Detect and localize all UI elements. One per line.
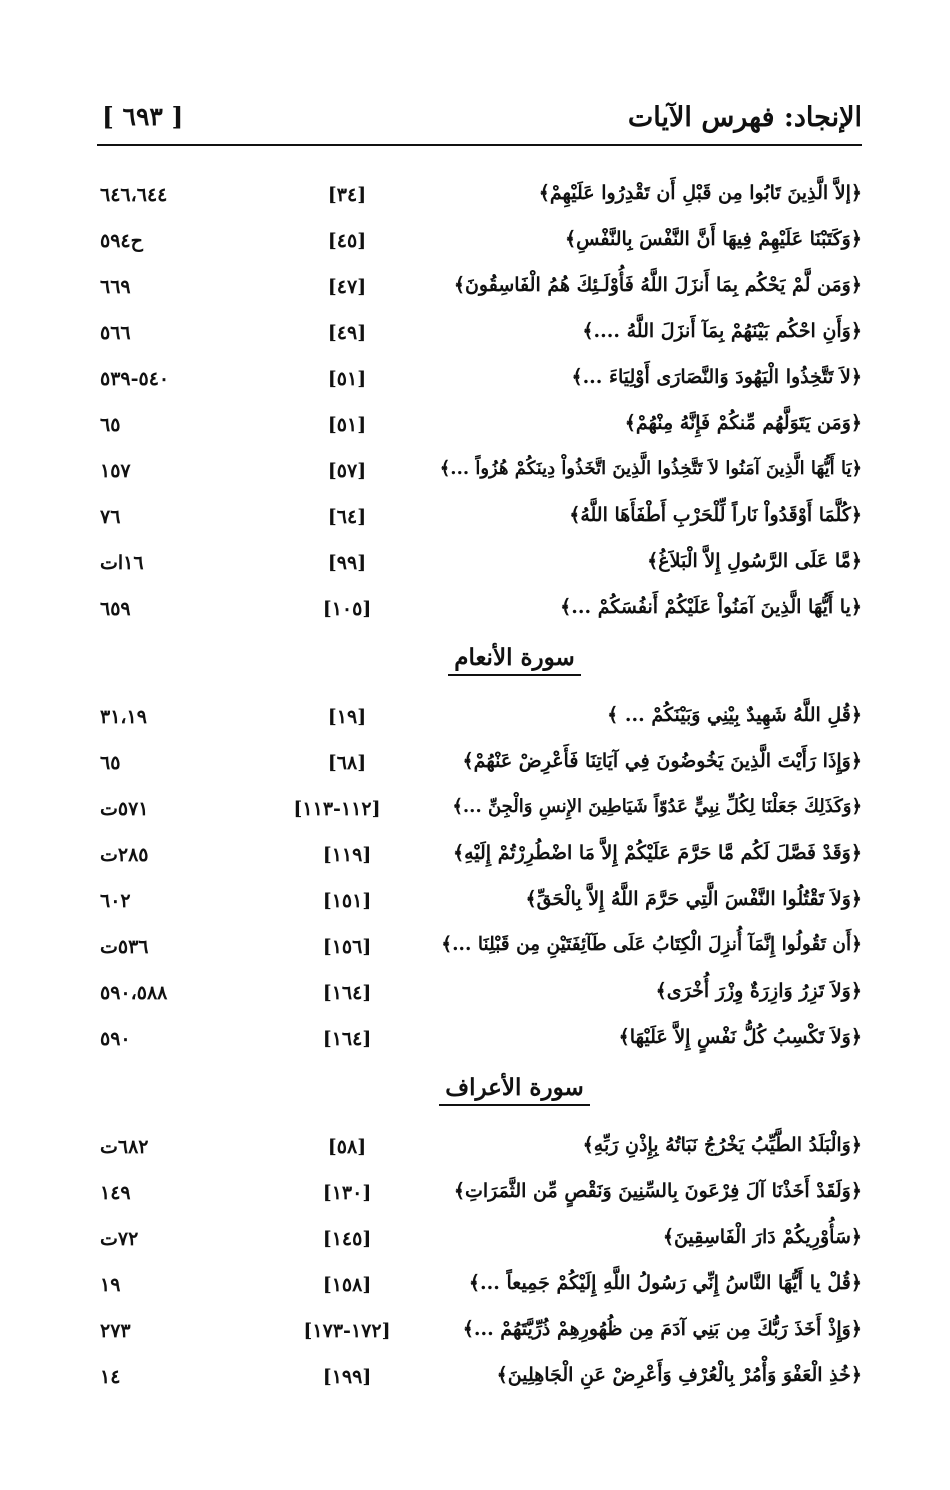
- page-header: [97, 98, 862, 146]
- page-references: ٦٨٢ت: [100, 1136, 149, 1158]
- verse-text: ﴿أَن تَقُولُوا إِنَّمَآ أُنزِلَ الْكِتَابُ عَلَى طَآئِفَتَيْنِ مِن قَبْلِنَا ...﴾: [441, 934, 862, 955]
- verse-reference: [٦٤]: [327, 506, 367, 528]
- index-row: [97, 312, 862, 358]
- index-row: [97, 174, 862, 220]
- verse-reference: [٥١]: [327, 414, 367, 436]
- page-references: ٢٧٣: [100, 1320, 131, 1342]
- verse-reference: [٤٩]: [327, 322, 367, 344]
- page-references: ٦٥: [100, 414, 121, 436]
- verse-text: ﴿وَكَتَبْنَا عَلَيْهِمْ فِيهَا أَنَّ النَّفْسَ بِالنَّفْسِ﴾: [565, 228, 862, 250]
- verse-text: ﴿وَلاَ تَكْسِبُ كُلُّ نَفْسٍ إِلاَّ عَلَيْهَا﴾: [618, 1026, 862, 1048]
- verse-text: ﴿وَإِذَا رَأَيْتَ الَّذِينَ يَخُوضُونَ فِي آيَاتِنَا فَأَعْرِضْ عَنْهُمْ﴾: [462, 750, 862, 772]
- page-references: ٥٤٠-٥٣٩: [100, 368, 170, 390]
- index-row: [97, 1356, 862, 1402]
- verse-text: ﴿خُذِ الْعَفْوَ وَأْمُرْ بِالْعُرْفِ وَأَعْرِضْ عَنِ الْجَاهِلِينَ﴾: [496, 1364, 862, 1386]
- index-row: [97, 880, 862, 926]
- index-row: [97, 834, 862, 880]
- page-references: ١٥٧: [100, 460, 131, 482]
- verse-reference: [١٥٨]: [322, 1274, 372, 1296]
- page-references: ٦٤٦،٦٤٤: [100, 184, 168, 206]
- page-references: ٥٩٠،٥٨٨: [100, 982, 168, 1004]
- verse-text: ﴿وَإِذْ أَخَذَ رَبُّكَ مِن بَنِي آدَمَ مِن ظُهُورِهِمْ ذُرِّيَّتَهُمْ ...﴾: [462, 1318, 862, 1340]
- index-row: [97, 1172, 862, 1218]
- verse-text: ﴿وَلَقَدْ أَخَذْنَا آلَ فِرْعَونَ بِالسِّنِينَ وَنَقْصٍ مِّن الثَّمَرَاتِ﴾: [453, 1180, 862, 1202]
- page-references: ٦٥٩: [100, 598, 131, 620]
- page-references: ١٦ات: [100, 552, 144, 574]
- index-row: [97, 450, 862, 496]
- verse-text: ﴿يَا أَيُّهَا الَّذِينَ آمَنُوا لاَ تَتَّخِذُوا الَّذِينَ اتَّخَذُواْ دِينَكُمْ هُزُواً ...﴾: [439, 458, 862, 479]
- verse-reference: [١٧٢-١٧٣]: [303, 1320, 391, 1342]
- verse-text: ﴿وَلاَ تَقْتُلُوا النَّفْسَ الَّتِي حَرَّمَ اللَّهُ إِلاَّ بِالْحَقِّ﴾: [525, 888, 862, 910]
- page-references: ٧٢ت: [100, 1228, 139, 1250]
- verse-reference: [١١٢-١١٣]: [293, 798, 381, 820]
- page-references: ح٥٩٤: [100, 230, 143, 252]
- verse-text: ﴿قُلْ يا أَيُّهَا النَّاسُ إِنِّي رَسُولُ اللَّهِ إِلَيْكُمْ جَمِيعاً ...﴾: [468, 1272, 862, 1294]
- verse-text: ﴿يا أَيُّهَا الَّذِينَ آمَنُواْ عَلَيْكُمْ أَنفُسَكُمْ ...﴾: [560, 596, 862, 618]
- index-row: [97, 542, 862, 588]
- verse-reference: [٤٧]: [327, 276, 367, 298]
- page-references: ٥٣٦ت: [100, 936, 149, 958]
- verse-text: ﴿وَكَذَلِكَ جَعَلْنَا لِكُلِّ نِبِيٍّ عَدُوّاً شَيَاطِينَ الإِنسِ وَالْجِنِّ ...﴾: [452, 796, 862, 817]
- verse-text: ﴿وَقَدْ فَصَّلَ لَكُم مَّا حَرَّمَ عَلَيْكُمْ إِلاَّ مَا اضْطُرِرْتُمْ إِلَيْهِ﴾: [452, 842, 862, 864]
- page-references: ٣١،١٩: [100, 706, 147, 728]
- page-references: ١٤٩: [100, 1182, 131, 1204]
- index-row: [97, 1310, 862, 1356]
- page-references: ١٤: [100, 1366, 121, 1388]
- verse-reference: [١٥٦]: [322, 936, 372, 958]
- page-references: ٧٦: [100, 506, 121, 528]
- index-row: [97, 1218, 862, 1264]
- verse-text: ﴿قُلِ اللَّهُ شَهِيدٌ بِيْنِي وَبَيْنَكُمْ ... ﴾: [607, 704, 862, 726]
- page-references: ٦٥: [100, 752, 121, 774]
- verse-index: [97, 174, 862, 1402]
- verse-text: ﴿مَّا عَلَى الرَّسُولِ إِلاَّ الْبَلاَغُ﴾: [647, 550, 862, 572]
- verse-text: ﴿وَلاَ تَزِرُ وَازِرَةٌ وِزْرَ أُخْرَى﴾: [655, 980, 862, 1002]
- index-row: [97, 266, 862, 312]
- verse-text: ﴿لاَ تَتَّخِذُوا الْيَهُودَ وَالنَّصَارَى أَوْلِيَاءَ ...﴾: [571, 366, 862, 388]
- verse-reference: [١٣٠]: [322, 1182, 372, 1204]
- index-row: [97, 588, 862, 634]
- index-row: [97, 742, 862, 788]
- index-row: [97, 404, 862, 450]
- index-row: [97, 358, 862, 404]
- surah-title: سورة الأنعام: [448, 644, 581, 676]
- verse-reference: [١٤٥]: [322, 1228, 372, 1250]
- index-row: [97, 972, 862, 1018]
- verse-reference: [١٩]: [327, 706, 367, 728]
- surah-title: سورة الأعراف: [439, 1074, 589, 1106]
- verse-reference: [٣٤]: [327, 184, 367, 206]
- verse-reference: [٥٧]: [327, 460, 367, 482]
- verse-reference: [٩٩]: [327, 552, 367, 574]
- index-row: [97, 496, 862, 542]
- page-title: الإنجاد: فهرس الآيات: [627, 102, 862, 133]
- page-references: ٥٦٦: [100, 322, 131, 344]
- page-references: ٦٠٢: [100, 890, 131, 912]
- verse-text: ﴿إلاَّ الَّذِينَ تَابُوا مِن قَبْلِ أَن تَقْدِرُوا عَلَيْهِمْ﴾: [538, 182, 862, 204]
- page-references: ٢٨٥ت: [100, 844, 149, 866]
- verse-text: ﴿كُلَّمَا أَوْقَدُواْ نَاراً لِّلْحَرْبِ أَطْفَأَهَا اللَّهُ﴾: [569, 504, 862, 526]
- surah-heading: [97, 634, 862, 696]
- verse-text: ﴿وَالْبَلَدُ الطَّيِّبُ يَخْرُجُ نَبَاتُهُ بِإِذْنِ رَبِّهِ﴾: [582, 1134, 862, 1156]
- verse-reference: [٤٥]: [327, 230, 367, 252]
- verse-reference: [١٥١]: [322, 890, 372, 912]
- page-references: ١٩: [100, 1274, 121, 1296]
- verse-reference: [١٦٤]: [322, 982, 372, 1004]
- index-row: [97, 788, 862, 834]
- verse-text: ﴿وَأَنِ احْكُم بَيْنَهُمْ بِمَآ أَنزَلَ اللَّهُ ....﴾: [582, 320, 862, 342]
- verse-text: ﴿وَمَن يَتَوَلَّهُم مِّنكُمْ فَإِنَّهُ مِنْهُمْ﴾: [624, 412, 862, 434]
- verse-text: ﴿وَمَن لَّمْ يَحْكُم بِمَا أَنزَلَ اللَّهُ فَأُوْلَـئِكَ هُمُ الْفَاسِقُونَ﴾: [453, 274, 862, 296]
- verse-reference: [٥٨]: [327, 1136, 367, 1158]
- verse-reference: [١٩٩]: [322, 1366, 372, 1388]
- page-references: ٥٩٠: [100, 1028, 131, 1050]
- verse-reference: [١١٩]: [322, 844, 372, 866]
- page-references: ٦٦٩: [100, 276, 131, 298]
- surah-heading: [97, 1064, 862, 1126]
- page-references: ٥٧١ت: [100, 798, 149, 820]
- index-row: [97, 1126, 862, 1172]
- verse-text: ﴿سَأُوْرِيكُمْ دَارَ الْفَاسِقِينَ﴾: [662, 1226, 862, 1248]
- verse-reference: [١٠٥]: [322, 598, 372, 620]
- page-number: [ ٦٩٣ ]: [102, 102, 184, 131]
- index-row: [97, 1018, 862, 1064]
- verse-reference: [١٦٤]: [322, 1028, 372, 1050]
- index-row: [97, 926, 862, 972]
- index-row: [97, 696, 862, 742]
- verse-reference: [٦٨]: [327, 752, 367, 774]
- index-row: [97, 1264, 862, 1310]
- index-row: [97, 220, 862, 266]
- verse-reference: [٥١]: [327, 368, 367, 390]
